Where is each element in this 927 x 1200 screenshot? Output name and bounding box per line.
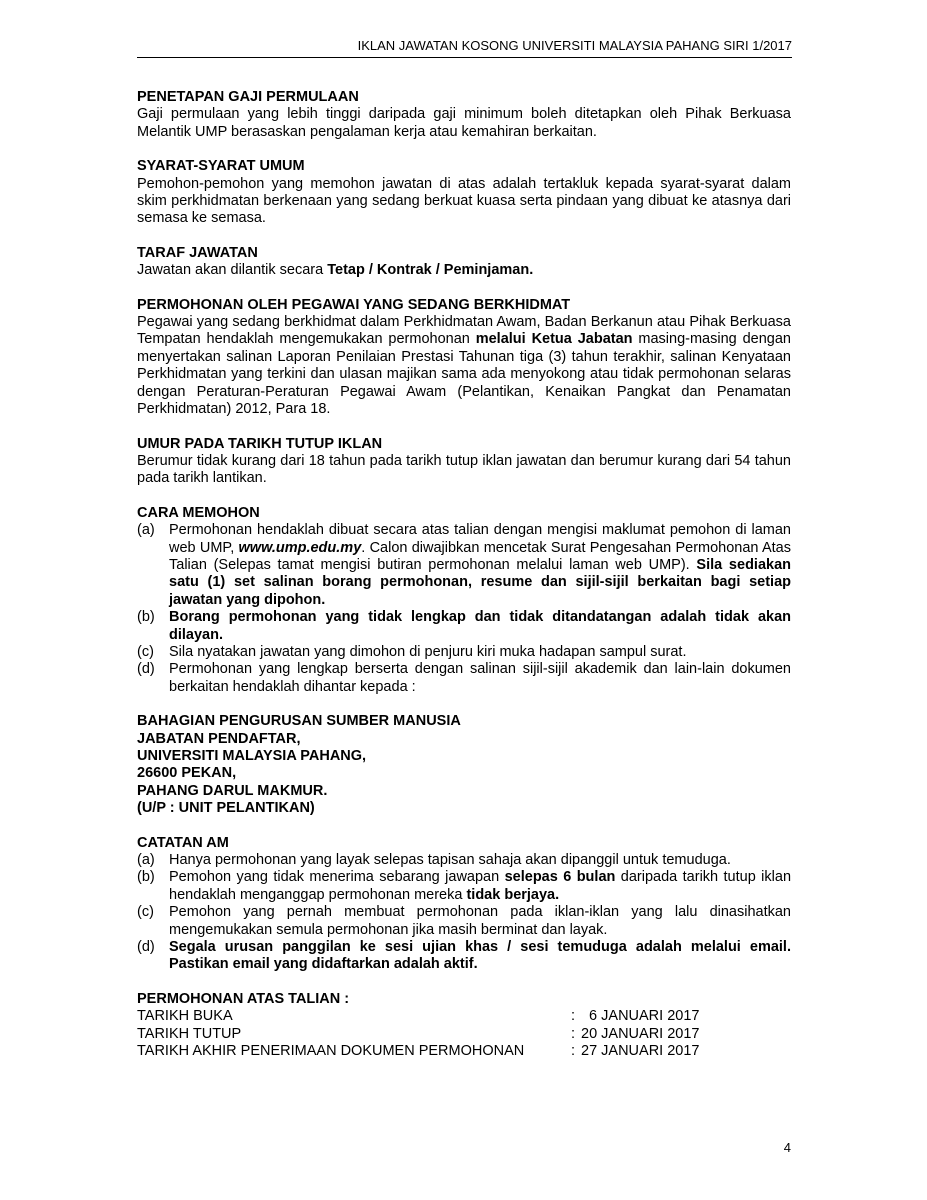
cara-a-text1: Permohonan hendaklah dibuat secara atas talian dengan mengisi maklumat pemohon di laman web UMP, <box>169 522 791 556</box>
list-item-catatan-a <box>137 852 791 869</box>
catatan-b-bold1: selepas 6 bulan <box>504 869 616 886</box>
section-syarat <box>137 158 791 228</box>
ump-website-link[interactable]: www.ump.edu.my <box>238 539 362 556</box>
list-item-catatan-d <box>137 939 791 974</box>
text-umur: Berumur tidak kurang dari 18 tahun pada tarikh tutup iklan jawatan dan berumur kurang dari 54 tahun pada tarikh lantikan. <box>137 452 791 487</box>
document-body <box>137 89 791 1078</box>
list-label: (a) <box>137 522 155 539</box>
online-row-colon: : <box>571 1008 576 1025</box>
text-pegawai-b: masing-masing dengan menyertakan salinan Laporan Penilaian Prestasi Tahunan tiga (3) tahun terakhir, salinan Kenyataan Perkhidmatan yang terkini dan ulasan majikan sama ada menyokong atau tidak permohonan selaras dengan Peraturan-Peraturan Pegawai Awam (Pelantikan, Kenaikan Pangkat dan Penamatan Perkhidmatan) 2012, Para 18. <box>137 331 791 418</box>
list-label: (c) <box>137 904 154 921</box>
document-header: IKLAN JAWATAN KOSONG UNIVERSITI MALAYSIA PAHANG SIRI 1/2017 <box>357 38 792 53</box>
list-label: (c) <box>137 643 154 660</box>
online-row-value: 20 JANUARI 2017 <box>581 1025 700 1042</box>
heading-umur: UMUR PADA TARIKH TUTUP IKLAN <box>137 435 383 452</box>
list-label: (b) <box>137 869 155 886</box>
online-row-label: TARIKH TUTUP <box>137 1025 242 1042</box>
heading-online: PERMOHONAN ATAS TALIAN : <box>137 990 350 1007</box>
section-gaji <box>137 89 791 141</box>
text-syarat: Pemohon-pemohon yang memohon jawatan di atas adalah tertakluk kepada syarat-syarat dalam skim perkhidmatan berkenaan yang sedang berkuat kuasa serta pindaan yang dibuat ke atasnya dari semasa ke semasa. <box>137 175 791 227</box>
online-row-value: 6 JANUARI 2017 <box>581 1008 700 1025</box>
heading-taraf: TARAF JAWATAN <box>137 244 258 261</box>
list-text <box>169 869 791 904</box>
list-text: Borang permohonan yang tidak lengkap dan tidak ditandatangan adalah tidak akan dilayan. <box>169 609 791 643</box>
address-line: 26600 PEKAN, <box>137 765 237 782</box>
list-label: (d) <box>137 661 155 678</box>
heading-gaji: PENETAPAN GAJI PERMULAAN <box>137 89 359 105</box>
online-row-value: 27 JANUARI 2017 <box>581 1043 700 1060</box>
heading-syarat: SYARAT-SYARAT UMUM <box>137 158 305 175</box>
online-row-tutup <box>137 1026 791 1043</box>
online-row-label: TARIKH BUKA <box>137 1008 233 1025</box>
header-rule <box>137 57 792 58</box>
online-row-colon: : <box>571 1025 576 1042</box>
list-text <box>169 522 791 609</box>
section-online <box>137 991 791 1061</box>
text-permohonan-pegawai <box>137 314 791 418</box>
online-row-colon: : <box>571 1043 576 1060</box>
section-catatan-am <box>137 835 791 974</box>
address-line: (U/P : UNIT PELANTIKAN) <box>137 800 315 817</box>
section-address <box>137 713 791 817</box>
list-text: Permohonan yang lengkap berserta dengan salinan sijil-sijil akademik dan lain-lain dokumen berkaitan hendaklah dihantar kepada : <box>169 661 791 695</box>
address-line: PAHANG DARUL MAKMUR. <box>137 782 328 799</box>
text-pegawai-bold: melalui Ketua Jabatan <box>475 331 633 348</box>
section-umur <box>137 436 791 488</box>
text-gaji: Gaji permulaan yang lebih tinggi daripada gaji minimum boleh ditetapkan oleh Pihak Berkuasa Melantik UMP berasaskan pengalaman kerja atau kemahiran berkaitan. <box>137 106 791 140</box>
list-item-cara-b <box>137 609 791 644</box>
heading-cara-memohon: CARA MEMOHON <box>137 504 260 521</box>
section-cara-memohon <box>137 505 791 696</box>
text-taraf-bold: Tetap / Kontrak / Peminjaman. <box>327 262 534 279</box>
list-label: (b) <box>137 609 155 626</box>
list-item-cara-a <box>137 522 791 609</box>
list-label: (d) <box>137 939 155 956</box>
list-item-catatan-c <box>137 904 791 939</box>
cara-a-text2: . Calon diwajibkan mencetak Surat Pengesahan Permohonan Atas Talian (Selepas tamat mengisi butiran permohonan melalui laman web UMP). <box>169 539 791 573</box>
text-pegawai-a: Pegawai yang sedang berkhidmat dalam Perkhidmatan Awam, Badan Berkanun atau Pihak Berkuasa Tempatan hendaklah mengemukakan permohonan <box>137 314 791 348</box>
list-item-cara-d <box>137 661 791 696</box>
list-text: Sila nyatakan jawatan yang dimohon di penjuru kiri muka hadapan sampul surat. <box>169 643 687 660</box>
section-taraf <box>137 245 791 280</box>
heading-catatan-am: CATATAN AM <box>137 834 229 851</box>
catatan-b-bold2: tidak berjaya. <box>466 886 560 903</box>
text-taraf-prefix: Jawatan akan dilantik secara <box>137 262 328 279</box>
online-row-label: TARIKH AKHIR PENERIMAAN DOKUMEN PERMOHONAN <box>137 1043 525 1060</box>
section-permohonan-pegawai <box>137 297 791 419</box>
online-row-akhir <box>137 1043 791 1060</box>
address-line: BAHAGIAN PENGURUSAN SUMBER MANUSIA <box>137 713 461 730</box>
catatan-b-text2: daripada tarikh tutup iklan hendaklah menganggap permohonan mereka <box>169 869 792 903</box>
list-text: Pemohon yang pernah membuat permohonan pada iklan-iklan yang lalu dinasihatkan mengemukakan semula permohonan jika masih berminat dan layak. <box>169 904 791 938</box>
list-item-cara-c <box>137 644 791 661</box>
list-item-catatan-b <box>137 869 791 904</box>
list-text: Hanya permohonan yang layak selepas tapisan sahaja akan dipanggil untuk temuduga. <box>169 852 731 869</box>
page-number: 4 <box>783 1140 791 1155</box>
text-taraf <box>137 262 791 279</box>
list-label: (a) <box>137 852 155 869</box>
list-text: Segala urusan panggilan ke sesi ujian khas / sesi temuduga adalah melalui email. Pastikan email yang didaftarkan adalah aktif. <box>169 939 791 973</box>
address-line: UNIVERSITI MALAYSIA PAHANG, <box>137 748 367 764</box>
address-line: JABATAN PENDAFTAR, <box>137 730 301 747</box>
catatan-b-text1: Pemohon yang tidak menerima sebarang jawapan <box>169 869 505 886</box>
online-row-buka <box>137 1008 791 1025</box>
cara-a-bold: Sila sediakan satu (1) set salinan borang permohonan, resume dan sijil-sijil berkaitan bagi setiap jawatan yang dipohon. <box>169 556 791 608</box>
heading-permohonan-pegawai: PERMOHONAN OLEH PEGAWAI YANG SEDANG BERKHIDMAT <box>137 296 571 313</box>
